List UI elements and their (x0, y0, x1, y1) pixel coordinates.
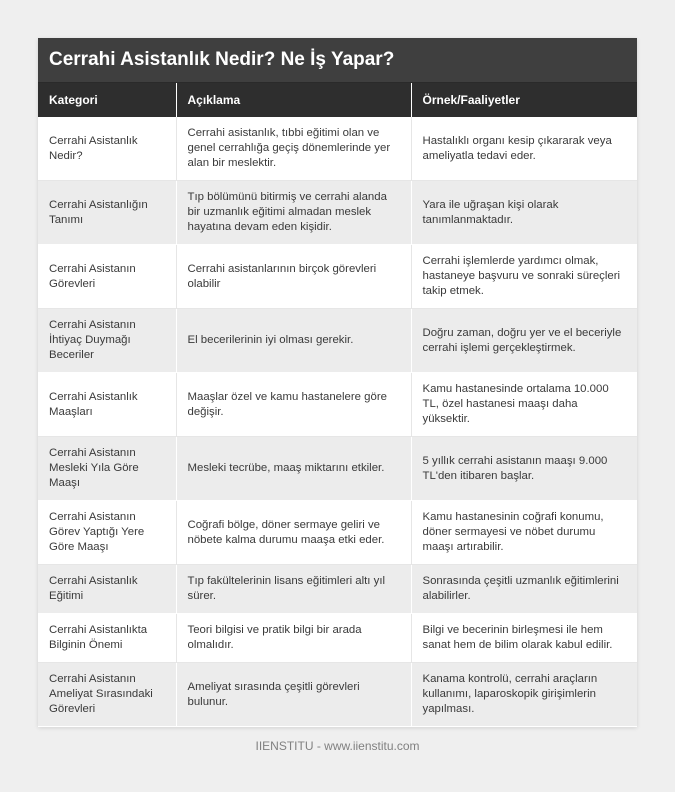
table-card (38, 38, 637, 727)
table-header (38, 83, 637, 117)
table-row (38, 181, 637, 245)
page-title: Cerrahi Asistanlık Nedir? Ne İş Yapar? (38, 38, 637, 83)
cell-kategori: Cerrahi Asistanlıkta Bilginin Önemi (38, 614, 176, 663)
table-row (38, 373, 637, 437)
cell-kategori: Cerrahi Asistanlık Nedir? (38, 117, 176, 181)
table-row (38, 309, 637, 373)
cell-kategori: Cerrahi Asistanın Görevleri (38, 245, 176, 309)
cell-ornek: Bilgi ve becerinin birleşmesi ile hem sanat hem de bilim olarak kabul edilir. (411, 614, 637, 663)
table-row (38, 437, 637, 501)
cell-kategori: Cerrahi Asistanın Ameliyat Sırasındaki Görevleri (38, 663, 176, 727)
cell-aciklama: Mesleki tecrübe, maaş miktarını etkiler. (176, 437, 411, 501)
table-body (38, 117, 637, 727)
cell-aciklama: Coğrafi bölge, döner sermaye geliri ve nöbete kalma durumu maaşa etki eder. (176, 501, 411, 565)
table-row (38, 614, 637, 663)
cell-ornek: Cerrahi işlemlerde yardımcı olmak, hastaneye başvuru ve sonraki süreçleri takip etmek. (411, 245, 637, 309)
cell-ornek: Kamu hastanesinin coğrafi konumu, döner sermayesi ve nöbet durumu maaşı artırabilir. (411, 501, 637, 565)
cell-ornek: 5 yıllık cerrahi asistanın maaşı 9.000 TL'den itibaren başlar. (411, 437, 637, 501)
cell-kategori: Cerrahi Asistanlığın Tanımı (38, 181, 176, 245)
cell-aciklama: Tıp bölümünü bitirmiş ve cerrahi alanda bir uzmanlık eğitimi almadan meslek hayatına devam eden kişidir. (176, 181, 411, 245)
cell-ornek: Sonrasında çeşitli uzmanlık eğitimlerini alabilirler. (411, 565, 637, 614)
cell-ornek: Yara ile uğraşan kişi olarak tanımlanmaktadır. (411, 181, 637, 245)
footer-credit: IIENSTITU - www.iienstitu.com (255, 739, 420, 753)
table-row (38, 501, 637, 565)
header-ornek: Örnek/Faaliyetler (411, 83, 637, 117)
table-row (38, 565, 637, 614)
cell-aciklama: Ameliyat sırasında çeşitli görevleri bulunur. (176, 663, 411, 727)
header-kategori: Kategori (38, 83, 176, 117)
cell-aciklama: El becerilerinin iyi olması gerekir. (176, 309, 411, 373)
cell-aciklama: Cerrahi asistanlarının birçok görevleri olabilir (176, 245, 411, 309)
cell-ornek: Kanama kontrolü, cerrahi araçların kullanımı, laparoskopik girişimlerin yapılması. (411, 663, 637, 727)
cell-aciklama: Tıp fakültelerinin lisans eğitimleri altı yıl sürer. (176, 565, 411, 614)
cell-kategori: Cerrahi Asistanlık Eğitimi (38, 565, 176, 614)
cell-aciklama: Teori bilgisi ve pratik bilgi bir arada olmalıdır. (176, 614, 411, 663)
cell-aciklama: Maaşlar özel ve kamu hastanelere göre değişir. (176, 373, 411, 437)
info-table (38, 83, 637, 727)
cell-kategori: Cerrahi Asistanlık Maaşları (38, 373, 176, 437)
cell-ornek: Doğru zaman, doğru yer ve el beceriyle cerrahi işlemi gerçekleştirmek. (411, 309, 637, 373)
table-row (38, 117, 637, 181)
cell-aciklama: Cerrahi asistanlık, tıbbi eğitimi olan ve genel cerrahlığa geçiş dönemlerinde yer alan bir meslektir. (176, 117, 411, 181)
table-row (38, 245, 637, 309)
cell-kategori: Cerrahi Asistanın Mesleki Yıla Göre Maaşı (38, 437, 176, 501)
cell-kategori: Cerrahi Asistanın Görev Yaptığı Yere Göre Maaşı (38, 501, 176, 565)
cell-ornek: Hastalıklı organı kesip çıkararak veya ameliyatla tedavi eder. (411, 117, 637, 181)
table-row (38, 663, 637, 727)
header-aciklama: Açıklama (176, 83, 411, 117)
cell-kategori: Cerrahi Asistanın İhtiyaç Duymağı Beceriler (38, 309, 176, 373)
cell-ornek: Kamu hastanesinde ortalama 10.000 TL, özel hastanesi maaşı daha yüksektir. (411, 373, 637, 437)
